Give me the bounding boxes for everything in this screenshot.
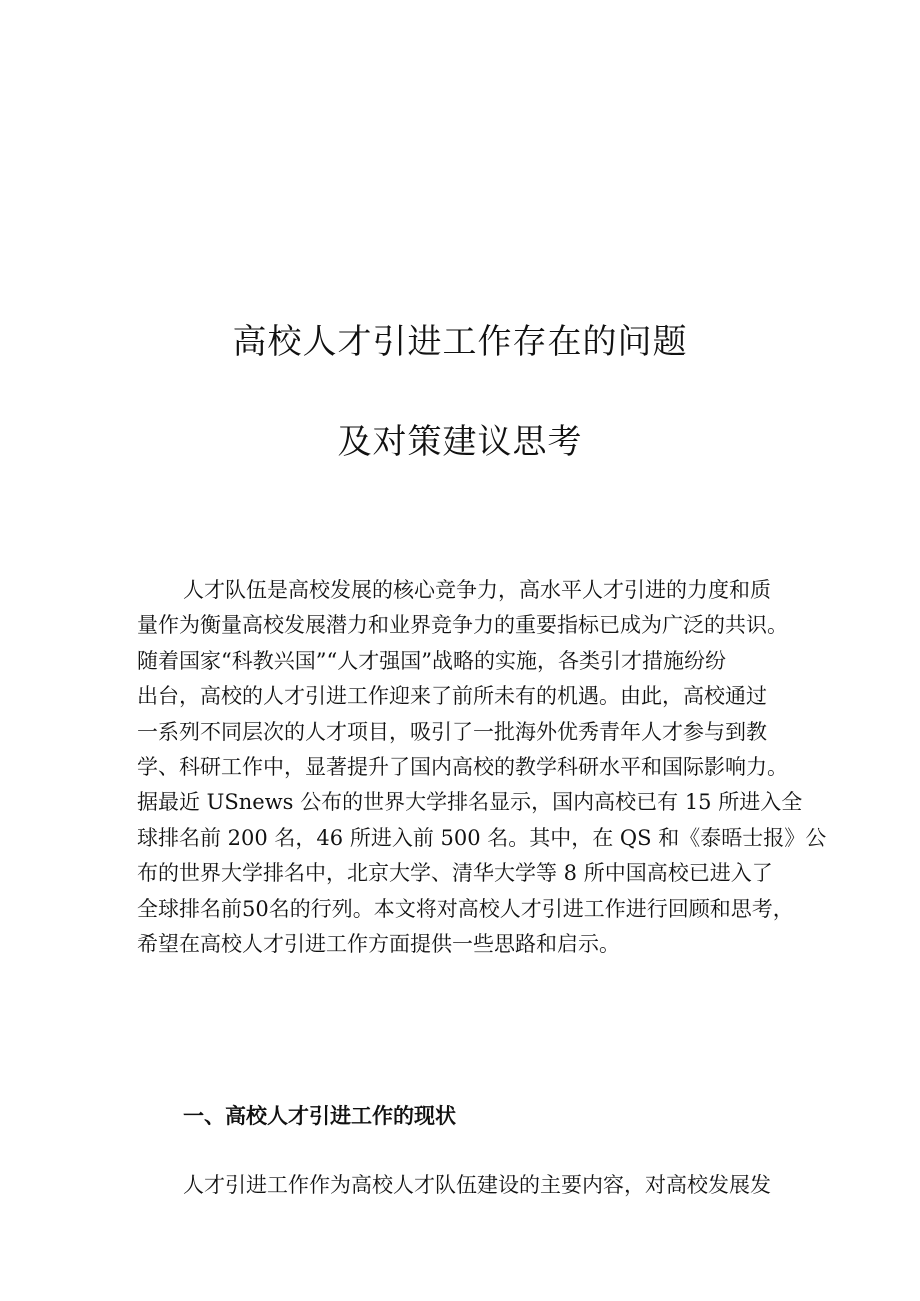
paragraph-line: 布的世界大学排名中，北京大学、清华大学等 8 所中国高校已进入了: [137, 861, 773, 886]
paragraph-line: 人才引进工作作为高校人才队伍建设的主要内容，对高校发展发: [183, 1173, 771, 1197]
section-heading: 一、高校人才引进工作的现状: [183, 1103, 456, 1128]
paragraph-line: 随着国家“科教兴国”“人才强国”战略的实施，各类引才措施纷纷: [137, 648, 726, 673]
document-title-line-1: 高校人才引进工作存在的问题: [232, 322, 688, 362]
intro-paragraph: [137, 573, 827, 962]
paragraph-line: 量作为衡量高校发展潜力和业界竞争力的重要指标已成为广泛的共识。: [137, 613, 788, 638]
section-paragraph: [137, 1168, 797, 1203]
paragraph-line: 据最近 USnews 公布的世界大学排名显示，国内高校已有 15 所进入全: [137, 790, 803, 815]
paragraph-line: 希望在高校人才引进工作方面提供一些思路和启示。: [137, 931, 620, 956]
paragraph-line: 全球排名前50名的行列。本文将对高校人才引进工作进行回顾和思考，: [137, 896, 794, 921]
paragraph-line: 球排名前 200 名，46 所进入前 500 名。其中，在 QS 和《泰晤士报》公: [137, 825, 827, 850]
paragraph-line: 人才队伍是高校发展的核心竞争力，高水平人才引进的力度和质: [183, 578, 771, 602]
paragraph-line: 出台，高校的人才引进工作迎来了前所未有的机遇。由此，高校通过: [137, 684, 767, 709]
document-title-line-2: 及对策建议思考: [337, 422, 583, 462]
paragraph-line: 一系列不同层次的人才项目，吸引了一批海外优秀青年人才参与到教: [137, 719, 767, 744]
paragraph-line: 学、科研工作中，显著提升了国内高校的教学科研水平和国际影响力。: [137, 754, 788, 779]
